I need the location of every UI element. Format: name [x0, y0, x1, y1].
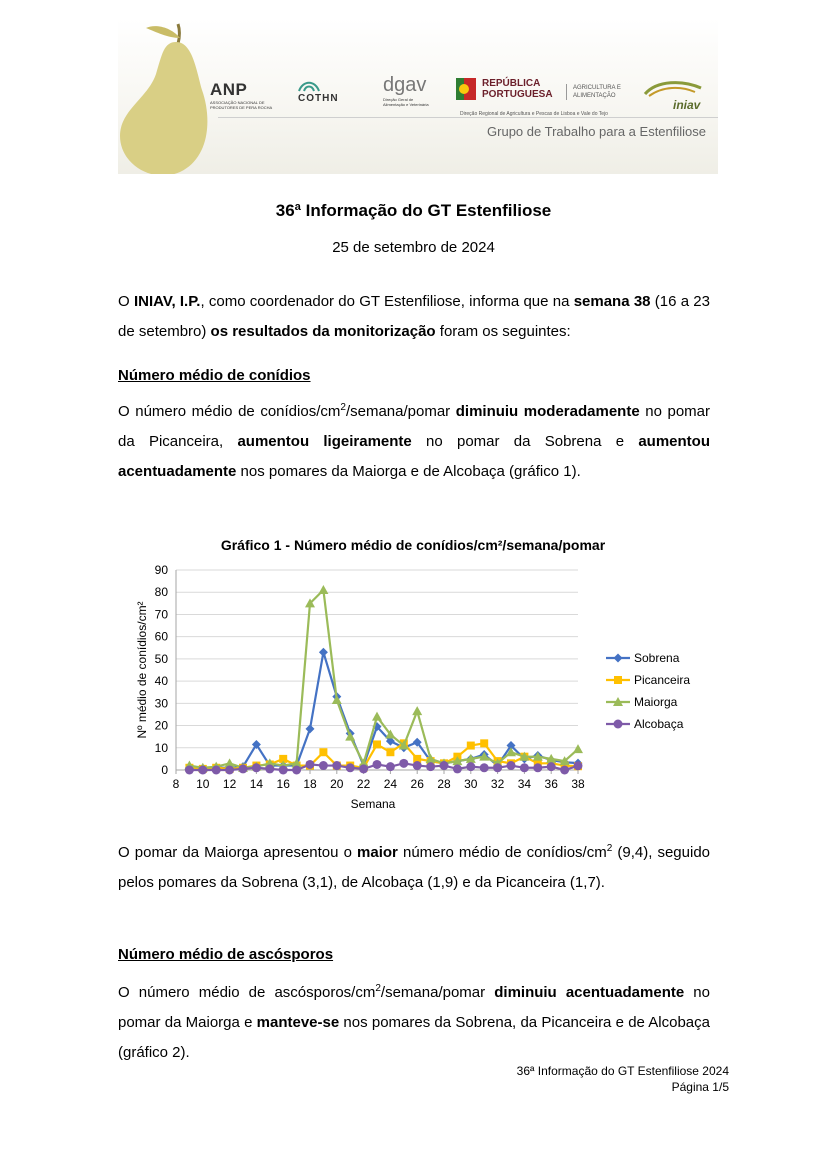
chart-data-point — [346, 763, 355, 772]
chart-y-axis-label: Nº médio de conídios/cm² — [135, 601, 149, 739]
chart-y-tick-label: 10 — [154, 740, 168, 755]
chart-series-maiorga — [184, 585, 583, 772]
chart-y-tick-label: 90 — [154, 563, 168, 577]
maior-paragraph — [118, 838, 710, 898]
footer-page-number: Página 1/5 — [671, 1080, 729, 1094]
chart-data-point — [332, 761, 341, 770]
iniav-logo — [643, 78, 703, 112]
ascosporos-paragraph — [118, 978, 710, 1068]
chart-x-tick-label: 18 — [303, 777, 317, 791]
pear-leaf — [146, 26, 180, 38]
chart-data-point — [319, 761, 328, 770]
chart-y-tick-label: 70 — [154, 607, 168, 622]
chart-data-point — [480, 739, 488, 747]
conidios-bold: aumentou acentuadamente — [118, 433, 710, 480]
footer-document-name: 36ª Informação do GT Estenfiliose 2024 — [516, 1064, 729, 1078]
chart-data-point — [413, 761, 422, 770]
republica-logo-name: REPÚBLICA PORTUGUESA — [482, 78, 553, 100]
ascosporos-text: no pomar da Maiorga e — [118, 984, 710, 1031]
chart-data-point — [467, 742, 475, 750]
chart-data-point — [373, 740, 381, 748]
chart-series-line — [189, 590, 578, 768]
chart-x-tick-label: 36 — [544, 777, 558, 791]
chart-legend-marker — [614, 654, 623, 663]
chart-data-point — [373, 760, 382, 769]
chart-data-point — [574, 761, 583, 770]
banner-divider — [218, 117, 718, 118]
ascosporos-superscript: 2 — [375, 983, 381, 994]
chart-x-tick-label: 10 — [196, 777, 210, 791]
agricultura-logo — [566, 84, 623, 100]
chart-data-point — [225, 766, 234, 775]
chart-data-point — [319, 748, 327, 756]
chart-data-point — [386, 748, 394, 756]
dgav-logo-name: dgav — [383, 74, 427, 96]
conidios-text: /semana/pomar — [345, 403, 456, 420]
cothn-logo — [298, 78, 339, 104]
chart-x-tick-label: 8 — [172, 777, 180, 791]
conidios-bold: aumentou ligeiramente — [237, 433, 412, 450]
intro-paragraph — [118, 287, 710, 347]
chart-data-point — [212, 766, 221, 775]
intro-bold: semana 38 — [573, 293, 651, 310]
iniav-logo-name: iniav — [673, 98, 701, 112]
intro-bold: os resultados da monitorização — [210, 323, 436, 340]
intro-bold: INIAV, I.P. — [133, 293, 201, 310]
cothn-logo-name: COTHN — [298, 93, 339, 104]
section-heading-ascosporos: Número médio de ascósporos — [118, 946, 334, 963]
maior-bold: maior — [357, 844, 398, 861]
chart-x-tick-label: 26 — [410, 777, 424, 791]
chart-title: Gráfico 1 - Número médio de conídios/cm²/semana/pomar — [220, 537, 606, 553]
chart-y-tick-label: 30 — [154, 696, 168, 711]
chart-data-point — [279, 766, 288, 775]
dgav-logo-subtitle: Direção Geral de Alimentação e Veterinária — [383, 97, 429, 107]
page-footer — [517, 1063, 729, 1095]
chart-y-tick-label: 0 — [161, 763, 168, 777]
maior-text: (9,4), seguido pelos pomares da Sobrena (3,1), de Alcobaça (1,9) e da Picanceira (1,7). — [118, 844, 711, 891]
pear-stem — [178, 24, 180, 44]
intro-text: foram os seguintes: — [435, 323, 571, 340]
chart-data-point — [306, 760, 315, 769]
intro-text: , como coordenador do GT Estenfiliose, informa que na — [200, 293, 574, 310]
document-title: 36ª Informação do GT Estenfiliose — [275, 201, 552, 220]
ascosporos-bold: diminuiu acentuadamente — [494, 984, 685, 1001]
intro-text: O — [118, 293, 134, 310]
chart-y-tick-label: 50 — [154, 651, 168, 666]
chart-x-tick-label: 20 — [330, 777, 344, 791]
conidios-bold: diminuiu moderadamente — [455, 403, 640, 420]
ascosporos-text: /semana/pomar — [380, 984, 495, 1001]
maior-superscript: 2 — [606, 843, 613, 854]
conidios-paragraph — [118, 397, 710, 487]
maior-text: número médio de conídios/cm — [397, 844, 607, 861]
chart-data-point — [560, 766, 569, 775]
chart-data-point — [372, 712, 382, 721]
chart-data-point — [493, 763, 502, 772]
agricultura-logo-name: AGRICULTURA E ALIMENTAÇÃO — [573, 85, 621, 99]
chart-data-point — [507, 761, 516, 770]
republica-emblem-icon — [456, 78, 476, 100]
anp-logo — [210, 80, 280, 110]
anp-logo-name: ANP — [210, 80, 248, 99]
ascosporos-text: O número médio de ascósporos/cm — [118, 984, 376, 1001]
chart-legend-marker — [614, 720, 623, 729]
ascosporos-text: nos pomares da Sobrena, da Picanceira e de Alcobaça (gráfico 2). — [118, 1014, 710, 1061]
chart-data-point — [466, 762, 475, 771]
chart-data-point — [318, 585, 328, 594]
header-banner — [118, 18, 718, 174]
chart-x-axis-label: Semana — [350, 797, 396, 811]
banner-tagline: Grupo de Trabalho para a Estenfiliose — [487, 124, 706, 139]
chart-x-tick-label: 24 — [383, 777, 398, 791]
chart-x-tick-label: 30 — [464, 777, 478, 791]
chart-data-point — [239, 764, 248, 773]
chart-data-point — [480, 763, 489, 772]
chart-data-point — [185, 766, 194, 775]
chart-y-tick-label: 60 — [154, 629, 168, 644]
pear-logo — [118, 18, 218, 174]
chart-data-point — [533, 763, 542, 772]
chart-x-tick-label: 12 — [222, 777, 237, 791]
republica-portuguesa-logo — [456, 78, 562, 100]
chart-legend-label: Alcobaça — [634, 717, 684, 731]
chart-legend-label: Sobrena — [634, 651, 680, 665]
chart-data-point — [292, 766, 301, 775]
chart-data-point — [359, 764, 368, 773]
chart-legend-label: Picanceira — [634, 673, 691, 687]
chart-data-point — [412, 706, 422, 715]
ascosporos-bold: manteve-se — [256, 1014, 340, 1031]
conidios-text: no pomar da Sobrena e — [411, 433, 639, 450]
conidios-text: nos pomares da Maiorga e de Alcobaça (gráfico 1). — [236, 463, 581, 480]
chart-data-point — [573, 744, 583, 753]
section-heading-conidios: Número médio de conídios — [118, 367, 311, 384]
chart-data-point — [547, 762, 556, 771]
conidios-superscript: 2 — [340, 402, 346, 413]
cothn-icon — [298, 78, 320, 92]
chart-data-point — [198, 766, 207, 775]
chart-data-point — [386, 762, 395, 771]
chart-data-point — [319, 648, 328, 657]
chart-data-point — [252, 763, 261, 772]
chart-series-line — [189, 652, 578, 769]
chart-y-tick-label: 80 — [154, 585, 168, 600]
chart-x-tick-label: 22 — [356, 777, 371, 791]
conidios-text: O número médio de conídios/cm — [118, 403, 341, 420]
chart-data-point — [440, 761, 449, 770]
conidios-text: no pomar da Picanceira, — [118, 403, 711, 450]
chart-data-point — [453, 764, 462, 773]
chart-data-point — [265, 764, 274, 773]
chart-x-tick-label: 28 — [437, 777, 451, 791]
pear-body — [120, 42, 207, 174]
chart-data-point — [426, 762, 435, 771]
intro-text: (16 a 23 de setembro) — [118, 293, 710, 340]
iniav-swoosh-icon — [643, 78, 703, 98]
drap-lvt-subtitle: Direção Regional de Agricultura e Pescas de Lisboa e Vale do Tejo — [460, 111, 608, 117]
chart-x-tick-label: 14 — [249, 777, 264, 791]
chart-x-tick-label: 38 — [571, 777, 585, 791]
chart-x-tick-label: 34 — [517, 777, 532, 791]
chart-y-tick-label: 20 — [154, 718, 168, 733]
dgav-logo — [383, 74, 433, 107]
chart-data-point — [399, 759, 408, 768]
chart-data-point — [520, 763, 529, 772]
chart-y-tick-label: 40 — [154, 674, 168, 689]
maior-text: O pomar da Maiorga apresentou o — [118, 844, 358, 861]
chart-legend-marker — [614, 676, 622, 684]
document-date: 25 de setembro de 2024 — [332, 239, 495, 256]
conidios-line-chart — [118, 530, 718, 820]
anp-logo-subtitle: ASSOCIAÇÃO NACIONAL DE PRODUTORES DE PERA ROCHA — [210, 100, 273, 110]
chart-legend-label: Maiorga — [634, 695, 678, 709]
chart-x-tick-label: 16 — [276, 777, 290, 791]
chart-x-tick-label: 32 — [490, 777, 505, 791]
